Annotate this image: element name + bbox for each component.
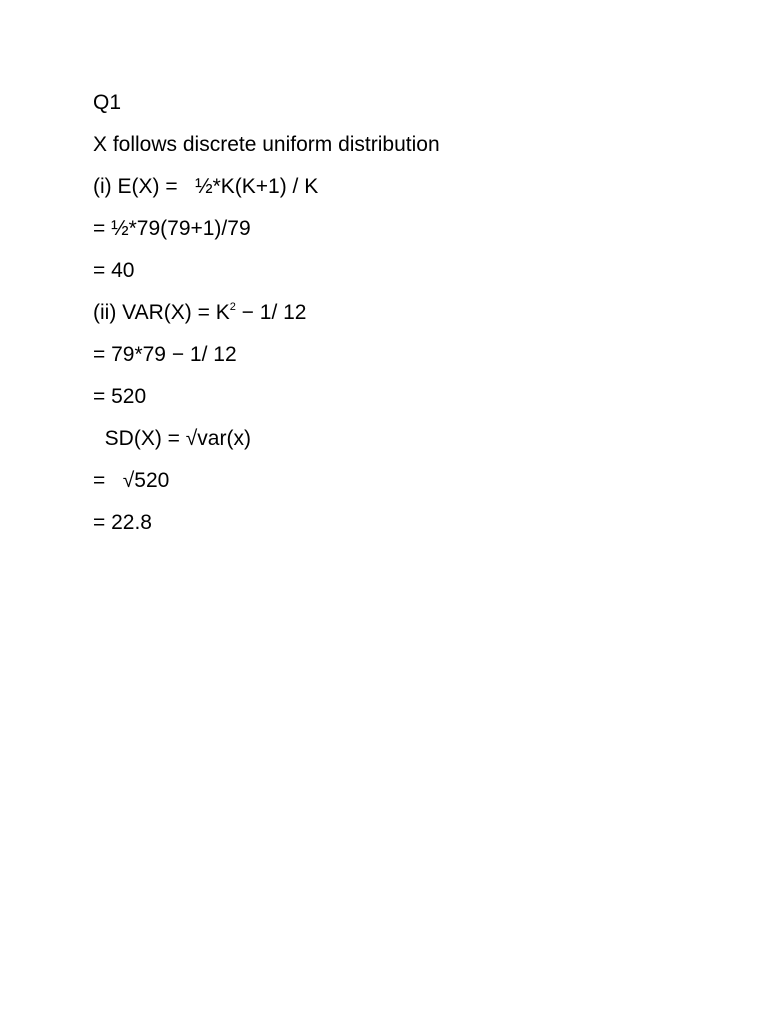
expectation-substitution: = ½*79(79+1)/79 [93, 217, 251, 240]
variance-exponent: 2 [229, 301, 236, 313]
sd-formula: SD(X) = √var(x) [93, 427, 251, 450]
sd-result: = 22.8 [93, 511, 152, 534]
document-body [93, 89, 693, 551]
variance-formula-prefix: (ii) VAR(X) = K [93, 301, 230, 324]
sd-substitution: = √520 [93, 469, 170, 492]
variance-formula-suffix: − 1/ 12 [235, 301, 307, 324]
variance-formula [93, 299, 693, 341]
expectation-formula: (i) E(X) = ½*K(K+1) / K [93, 175, 319, 198]
expectation-result: = 40 [93, 259, 135, 282]
variance-substitution: = 79*79 − 1/ 12 [93, 343, 237, 366]
intro-statement: X follows discrete uniform distribution [93, 133, 440, 156]
question-heading: Q1 [93, 91, 122, 114]
variance-result: = 520 [93, 385, 147, 408]
